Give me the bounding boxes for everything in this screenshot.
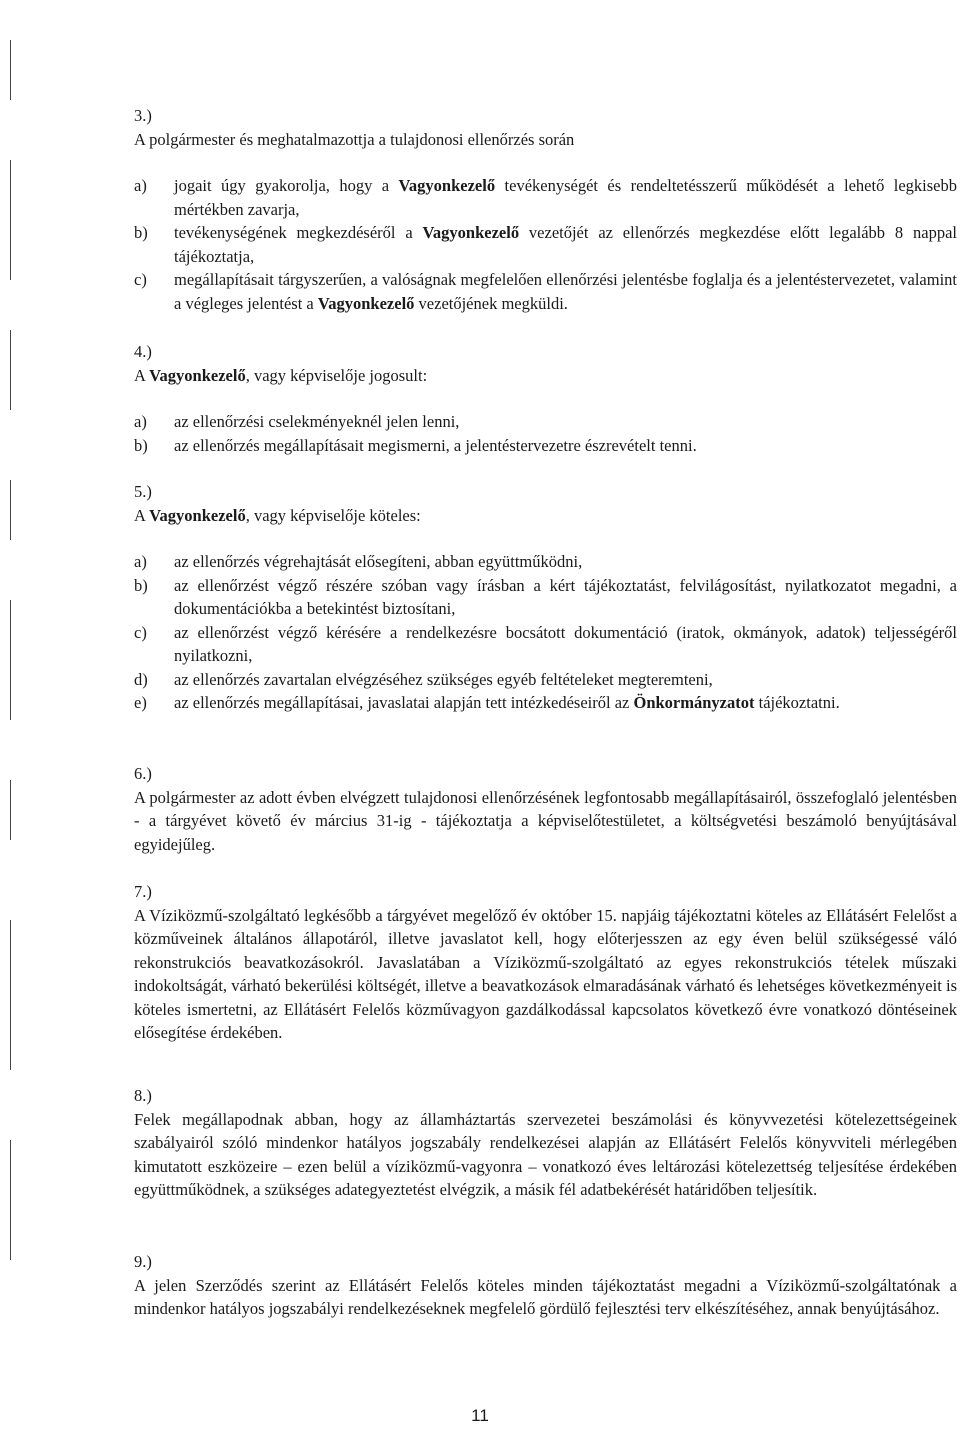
item-list <box>134 410 957 457</box>
item-list <box>134 550 957 715</box>
list-item <box>134 621 957 668</box>
list-item <box>134 174 957 221</box>
item-marker: a) <box>134 552 147 571</box>
list-item <box>134 410 957 434</box>
scan-margin-line <box>10 1140 11 1260</box>
list-item <box>134 550 957 574</box>
scan-margin-line <box>10 600 11 720</box>
item-text: az ellenőrzést végző részére szóban vagy írásban a kért tájékoztatást, felvilágosítást, nyilatkozatot megadni, a dokumentációkba a betekintést biztosítani, <box>174 575 957 618</box>
item-marker: e) <box>134 693 147 712</box>
item-text: az ellenőrzés megállapításai, javaslatai alapján tett intézkedéseiről az Önkormányzatot tájékoztatni. <box>174 693 840 712</box>
section-number: 8.) <box>134 1086 152 1105</box>
section-4 <box>134 340 957 457</box>
item-marker: d) <box>134 669 148 689</box>
section-number: 5.) <box>134 482 152 501</box>
item-marker: a) <box>134 176 147 195</box>
section-8 <box>134 1084 957 1202</box>
item-text: az ellenőrzés zavartalan elvégzéséhez szükséges egyéb feltételeket megteremteni, <box>174 669 713 689</box>
item-text: tevékenységének megkezdéséről a Vagyonkezelő vezetőjét az ellenőrzés megkezdése előtt legalább 8 nappal tájékoztatja, <box>174 223 957 266</box>
section-number: 4.) <box>134 342 152 361</box>
list-item <box>134 691 957 715</box>
section-intro: A polgármester és meghatalmazottja a tulajdonosi ellenőrzés során <box>134 129 575 149</box>
scan-margin-line <box>10 920 11 1070</box>
item-text: az ellenőrzés megállapításait megismerni, a jelentéstervezetre észrevételt tenni. <box>174 435 697 455</box>
list-item <box>134 434 957 458</box>
section-text: Felek megállapodnak abban, hogy az államháztartás szervezetei beszámolási és könyvvezetési kötelezettségeinek szabályairól szóló mindenkor hatályos jogszabály rendelkezései alapján az Ellátásért Felelős könyvviteli mérlegében kimutatott eszközeire – ezen belül a víziközmű-vagyonra – vonatkozó éves leltározási kötelezettség teljesítése érdekében együttműködnek, a szükséges adategyeztetést elvégzik, a másik fél adatbekérését határidőben teljesítik. <box>134 1109 957 1199</box>
item-marker: c) <box>134 622 147 642</box>
item-marker: b) <box>134 435 148 455</box>
list-item <box>134 668 957 692</box>
item-text: az ellenőrzés végrehajtását elősegíteni, abban együttműködni, <box>174 552 583 571</box>
list-item <box>134 221 957 268</box>
scan-margin-line <box>10 330 11 410</box>
section-number: 3.) <box>134 106 152 125</box>
scan-margin-line <box>10 480 11 540</box>
section-6 <box>134 762 957 856</box>
scan-margin-line <box>10 160 11 280</box>
item-text: jogait úgy gyakorolja, hogy a Vagyonkezelő tevékenységét és rendeltetésszerű működését a lehető legkisebb mértékben zavarja, <box>174 176 957 219</box>
page-number: 11 <box>471 1406 489 1425</box>
list-item <box>134 574 957 621</box>
section-number: 7.) <box>134 882 152 901</box>
section-7 <box>134 880 957 1045</box>
section-5 <box>134 480 957 715</box>
item-list <box>134 174 957 315</box>
scan-margin-line <box>10 780 11 840</box>
item-marker: b) <box>134 223 148 242</box>
item-text: megállapításait tárgyszerűen, a valóságnak megfelelően ellenőrzési jelentésbe foglalja és a jelentéstervezetet, valamint a végleges jelentést a Vagyonkezelő vezetőjének megküldi. <box>174 270 957 313</box>
item-text: az ellenőrzési cselekményeknél jelen lenni, <box>174 412 460 431</box>
section-9 <box>134 1250 957 1321</box>
item-marker: a) <box>134 412 147 431</box>
section-3 <box>134 104 957 315</box>
section-text: A Víziközmű-szolgáltató legkésőbb a tárgyévet megelőző év október 15. napjáig tájékoztatni köteles az Ellátásért Felelőst a közműveinek általános állapotáról, illetve javaslatot kell, hogy előterjesszen az egy éven belül szükségessé váló rekonstrukciós beavatkozásokról. Javaslatában a Víziközmű-szolgáltató az egyes rekonstrukciós tételek műszaki indokoltságát, várható bekerülési költségét, illetve a beavatkozások elmaradásának várható és lehetséges következményeit is köteles ismertetni, az Ellátásért Felelős közművagyon gazdálkodással kapcsolatos következő évre vonatkozó döntéseinek elősegítése érdekében. <box>134 905 957 1042</box>
section-text: A polgármester az adott évben elvégzett tulajdonosi ellenőrzésének legfontosabb megállapításairól, összefoglaló jelentésben - a tárgyévet követő év március 31-ig - tájékoztatja a képviselőtestületet, a költségvetési beszámoló benyújtásával egyidejűleg. <box>134 787 957 854</box>
section-number: 6.) <box>134 764 152 783</box>
item-marker: b) <box>134 575 148 595</box>
item-marker: c) <box>134 270 147 289</box>
section-text: A jelen Szerződés szerint az Ellátásért Felelős köteles minden tájékoztatást megadni a Víziközmű-szolgáltatónak a mindenkor hatályos jogszabályi rendelkezéseknek megfelelő gördülő fejlesztési terv elkészítéséhez, annak benyújtásához. <box>134 1275 957 1318</box>
section-number: 9.) <box>134 1252 152 1271</box>
list-item <box>134 268 957 315</box>
section-intro: A Vagyonkezelő, vagy képviselője jogosult: <box>134 365 428 385</box>
scan-margin-line <box>10 40 11 100</box>
item-text: az ellenőrzést végző kérésére a rendelkezésre bocsátott dokumentáció (iratok, okmányok, adatok) teljességéről nyilatkozni, <box>174 622 957 665</box>
section-intro: A Vagyonkezelő, vagy képviselője köteles: <box>134 505 421 525</box>
